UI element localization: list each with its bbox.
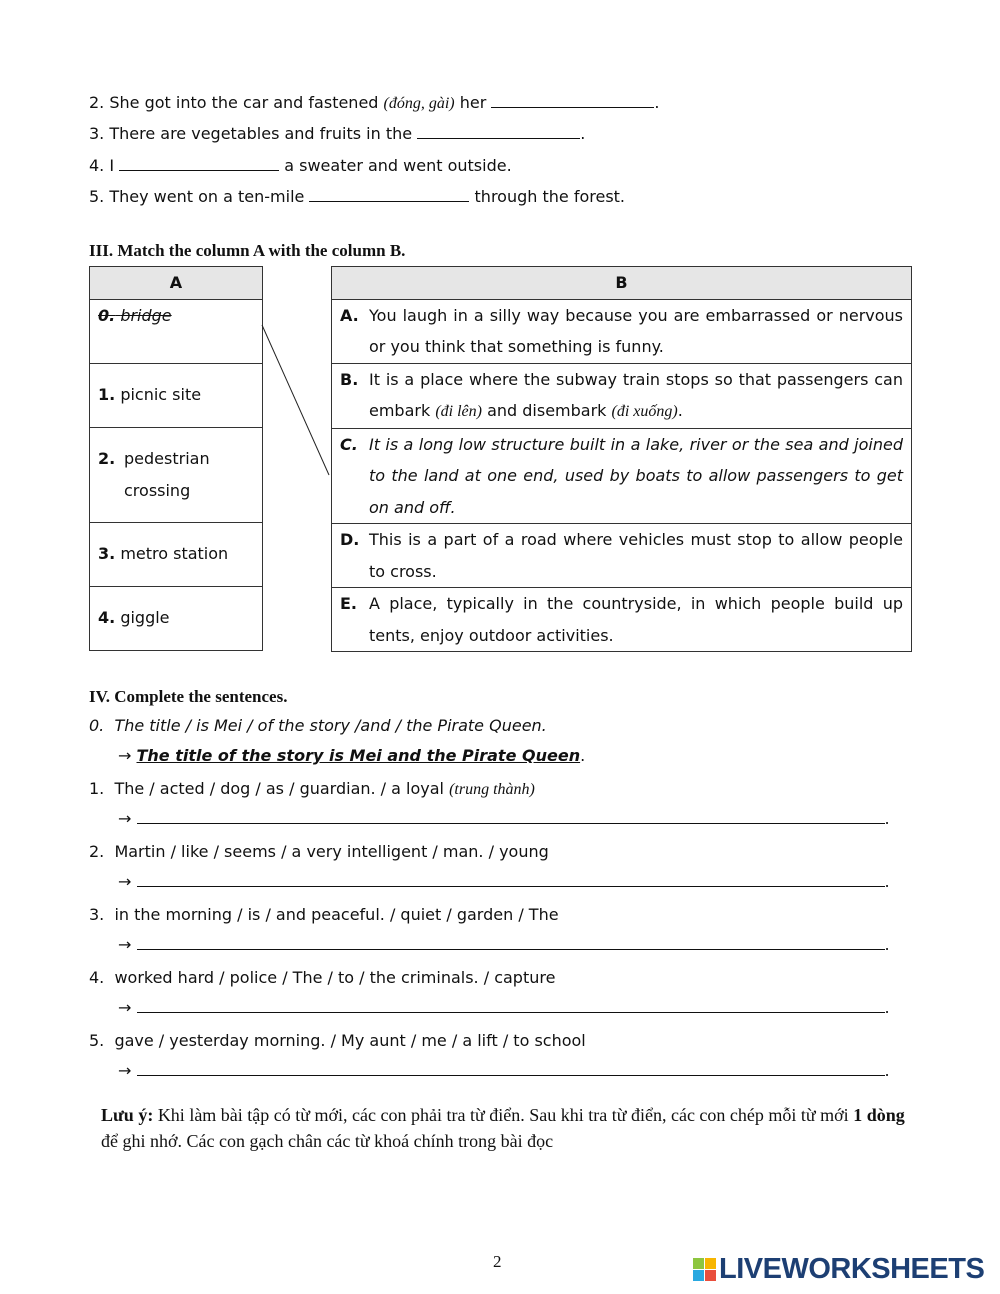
num: 1.	[98, 385, 116, 405]
text: her	[454, 93, 492, 112]
text: 5. They went on a ten-mile	[89, 187, 310, 206]
num: 4.	[89, 968, 105, 987]
text: giggle	[120, 608, 170, 628]
arrow-icon: →	[118, 998, 132, 1017]
text: bridge	[120, 305, 172, 325]
num: 4.	[98, 608, 116, 628]
answer-line-3: → .	[118, 935, 890, 954]
key: A.	[340, 305, 359, 325]
key: D.	[340, 530, 360, 549]
b-item-b	[332, 363, 912, 428]
num: 0.	[89, 716, 105, 735]
text: .	[677, 401, 683, 420]
answer-blank[interactable]	[137, 1061, 885, 1076]
gloss: (đi xuống)	[611, 403, 678, 420]
section-4-heading: IV. Complete the sentences.	[89, 687, 288, 706]
b-item-a	[332, 299, 912, 363]
answer-blank[interactable]	[137, 935, 885, 950]
num: 0.	[98, 305, 116, 325]
arrow-icon: →	[118, 935, 132, 954]
column-b-header: B	[332, 267, 912, 300]
answer-line-5: → .	[118, 1061, 890, 1080]
prompt-2	[89, 841, 549, 863]
text: Martin / like / seems / a very intelligent / man. / young	[114, 842, 549, 861]
text: A place, typically in the countryside, in which people build up tents, enjoy outdoor activities.	[369, 594, 903, 645]
arrow-icon: →	[118, 746, 132, 765]
text: a sweater and went outside.	[279, 156, 512, 175]
text: and disembark	[481, 401, 612, 420]
text: pedestrian crossing	[124, 449, 210, 500]
key: C.	[340, 434, 358, 454]
num: 3.	[98, 544, 116, 564]
example-answer: → The title of the story is Mei and the Pirate Queen.	[118, 746, 586, 765]
text: 2. She got into the car and fastened	[89, 93, 384, 112]
text: It is a long low structure built in a lake, river or the sea and joined to the land at one end, used by boats to allow passengers to get on and off.	[369, 434, 903, 517]
text: picnic site	[120, 385, 202, 405]
answer-text: The title of the story is Mei and the Pirate Queen	[136, 746, 581, 765]
gloss: (trung thành)	[449, 781, 535, 798]
text: The / acted / dog / as / guardian. / a loyal	[114, 779, 450, 798]
text: The title / is Mei / of the story /and / the Pirate Queen.	[114, 716, 547, 735]
logo-icon	[693, 1258, 716, 1281]
liveworksheets-logo	[693, 1253, 984, 1286]
prompt-4	[89, 967, 555, 989]
num: 2.	[98, 449, 116, 468]
text: through the forest.	[469, 187, 626, 206]
answer-line-2: → .	[118, 872, 890, 891]
page-number: 2	[493, 1252, 502, 1271]
text: 3. There are vegetables and fruits in the	[89, 124, 418, 143]
note-label: Lưu ý:	[101, 1105, 154, 1125]
text: 4. I	[89, 156, 120, 175]
num: 2.	[89, 842, 105, 861]
arrow-icon: →	[118, 872, 132, 891]
logo-text: LIVEWORKSHEETS	[719, 1253, 985, 1285]
text: gave / yesterday morning. / My aunt / me / a lift / to school	[114, 1031, 586, 1050]
key: E.	[340, 594, 358, 613]
section-3-heading: III. Match the column A with the column B.	[89, 241, 406, 260]
text: metro station	[120, 544, 229, 564]
num: 3.	[89, 905, 105, 924]
arrow-icon: →	[118, 809, 132, 828]
prompt-3	[89, 904, 559, 926]
text: .	[580, 124, 586, 143]
num: 1.	[89, 779, 105, 798]
answer-blank[interactable]	[137, 872, 885, 887]
b-item-e	[332, 588, 912, 652]
prompt-5	[89, 1030, 586, 1052]
text: 1 dòng	[853, 1105, 905, 1125]
answer-line-4: → .	[118, 998, 890, 1017]
answer-blank[interactable]	[137, 809, 885, 824]
gloss: (đóng, gài)	[383, 95, 455, 112]
note	[101, 1102, 921, 1154]
text: This is a part of a road where vehicles must stop to allow people to cross.	[369, 530, 903, 581]
text: để ghi nhớ. Các con gạch chân các từ khoá chính trong bài đọc	[101, 1131, 554, 1151]
text: It is a place where the subway train stops so that passengers can embark	[369, 369, 903, 420]
gloss: (đi lên)	[435, 403, 482, 420]
text: Khi làm bài tập có từ mới, các con phải tra từ điển. Sau khi tra từ điển, các con chép mỗi từ mới	[153, 1105, 854, 1125]
column-b-table	[331, 266, 912, 652]
b-item-d	[332, 524, 912, 588]
answer-line-1: → .	[118, 809, 890, 828]
b-item-c	[332, 428, 912, 524]
arrow-icon: →	[118, 1061, 132, 1080]
text: You laugh in a silly way because you are embarrassed or nervous or you think that something is funny.	[369, 305, 903, 356]
num: 5.	[89, 1031, 105, 1050]
example-prompt	[89, 715, 547, 737]
column-a-header: A	[90, 267, 263, 300]
answer-blank[interactable]	[137, 998, 885, 1013]
text: .	[654, 93, 660, 112]
key: B.	[340, 369, 359, 389]
text: worked hard / police / The / to / the criminals. / capture	[114, 968, 556, 987]
text: in the morning / is / and peaceful. / quiet / garden / The	[114, 905, 559, 924]
prompt-1	[89, 778, 535, 801]
